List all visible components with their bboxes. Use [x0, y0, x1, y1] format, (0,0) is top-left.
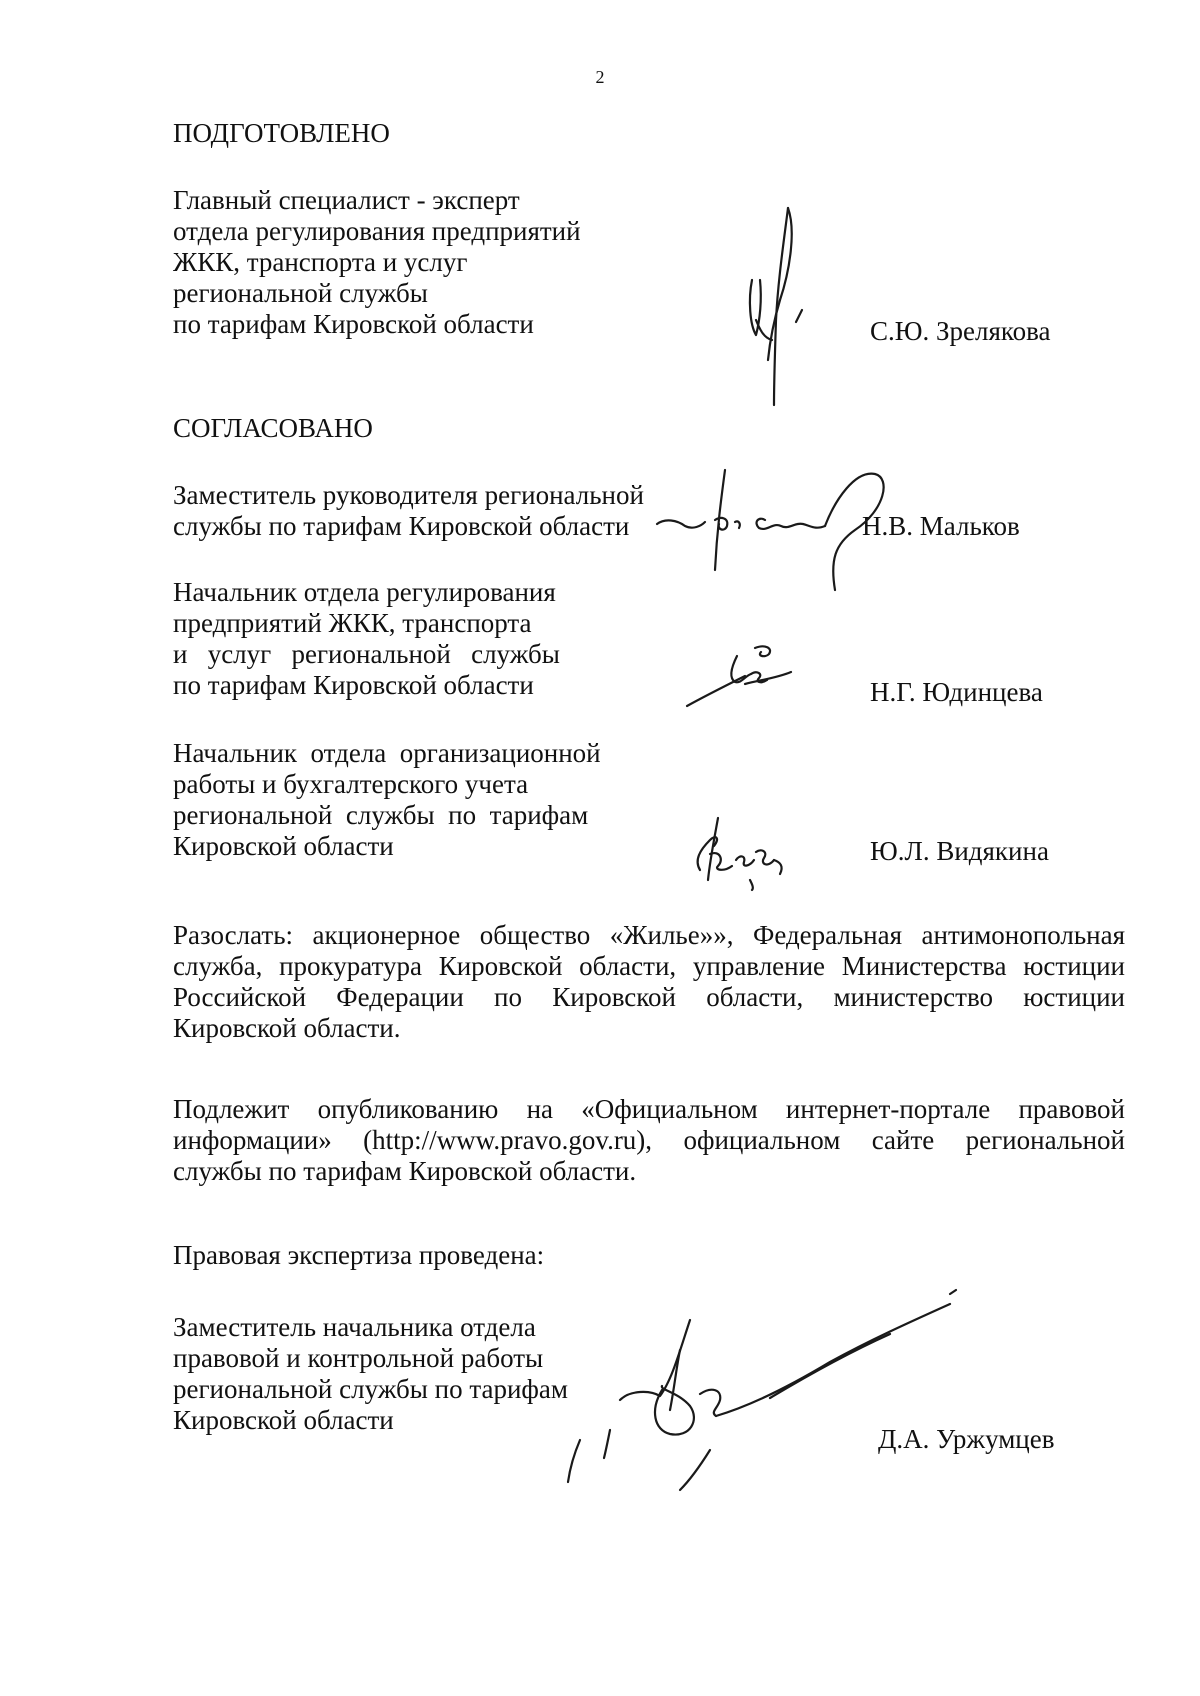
paragraph-line: служба, прокуратура Кировской области, управление Министерства юстиции: [173, 951, 1125, 981]
agreed-signatory-position: [173, 738, 635, 862]
legal-review-heading: Правовая экспертиза проведена:: [173, 1240, 545, 1270]
handwritten-signature: [680, 810, 800, 890]
position-line: предприятий ЖКК, транспорта: [173, 608, 532, 638]
paragraph-line: Подлежит опубликованию на «Официальном интернет-портале правовой: [173, 1094, 1125, 1124]
position-line: региональной службы по тарифам: [173, 800, 589, 830]
agreed-signatory-position: [173, 480, 693, 542]
position-line: Главный специалист - эксперт: [173, 185, 520, 215]
position-line: службы по тарифам Кировской области: [173, 511, 630, 541]
position-line: региональной службы: [173, 278, 428, 308]
agreed-signatory-name: Н.Г. Юдинцева: [870, 677, 1043, 707]
agreed-signatory-name: Н.В. Мальков: [862, 511, 1020, 541]
position-line: и услуг региональной службы: [173, 639, 560, 669]
prepared-heading: ПОДГОТОВЛЕНО: [173, 118, 390, 148]
distribution-paragraph: [173, 920, 1125, 1044]
paragraph-line: службы по тарифам Кировской области.: [173, 1156, 637, 1186]
position-line: по тарифам Кировской области: [173, 670, 534, 700]
paragraph-line: информации» (http://www.pravo.gov.ru), официальном сайте региональной: [173, 1125, 1125, 1155]
handwritten-signature: [550, 1290, 970, 1490]
paragraph-line: Российской Федерации по Кировской области, министерство юстиции: [173, 982, 1125, 1012]
position-line: Начальник отдела организационной: [173, 738, 601, 768]
position-line: региональной службы по тарифам: [173, 1374, 568, 1404]
position-line: Заместитель руководителя региональной: [173, 480, 644, 510]
prepared-signatory-name: С.Ю. Зрелякова: [870, 316, 1051, 346]
handwritten-signature: [655, 460, 925, 590]
legal-review-signatory-name: Д.А. Уржумцев: [878, 1424, 1055, 1454]
position-line: ЖКК, транспорта и услуг: [173, 247, 468, 277]
paragraph-line: Разослать: акционерное общество «Жилье»», Федеральная антимонопольная: [173, 920, 1125, 950]
publication-paragraph: [173, 1094, 1125, 1187]
position-line: Кировской области: [173, 831, 394, 861]
agreed-signatory-name: Ю.Л. Видякина: [870, 836, 1049, 866]
position-line: Кировской области: [173, 1405, 394, 1435]
page-number: 2: [595, 67, 605, 87]
position-line: работы и бухгалтерского учета: [173, 769, 529, 799]
position-line: Заместитель начальника отдела: [173, 1312, 536, 1342]
position-line: по тарифам Кировской области: [173, 309, 534, 339]
prepared-position: [173, 185, 643, 340]
handwritten-signature: [685, 640, 795, 710]
position-line: отдела регулирования предприятий: [173, 216, 581, 246]
handwritten-signature: [730, 200, 820, 410]
position-line: Начальник отдела регулирования: [173, 577, 556, 607]
agreed-signatory-position: [173, 577, 635, 701]
agreed-heading: СОГЛАСОВАНО: [173, 413, 373, 443]
paragraph-line: Кировской области.: [173, 1013, 401, 1043]
position-line: правовой и контрольной работы: [173, 1343, 544, 1373]
